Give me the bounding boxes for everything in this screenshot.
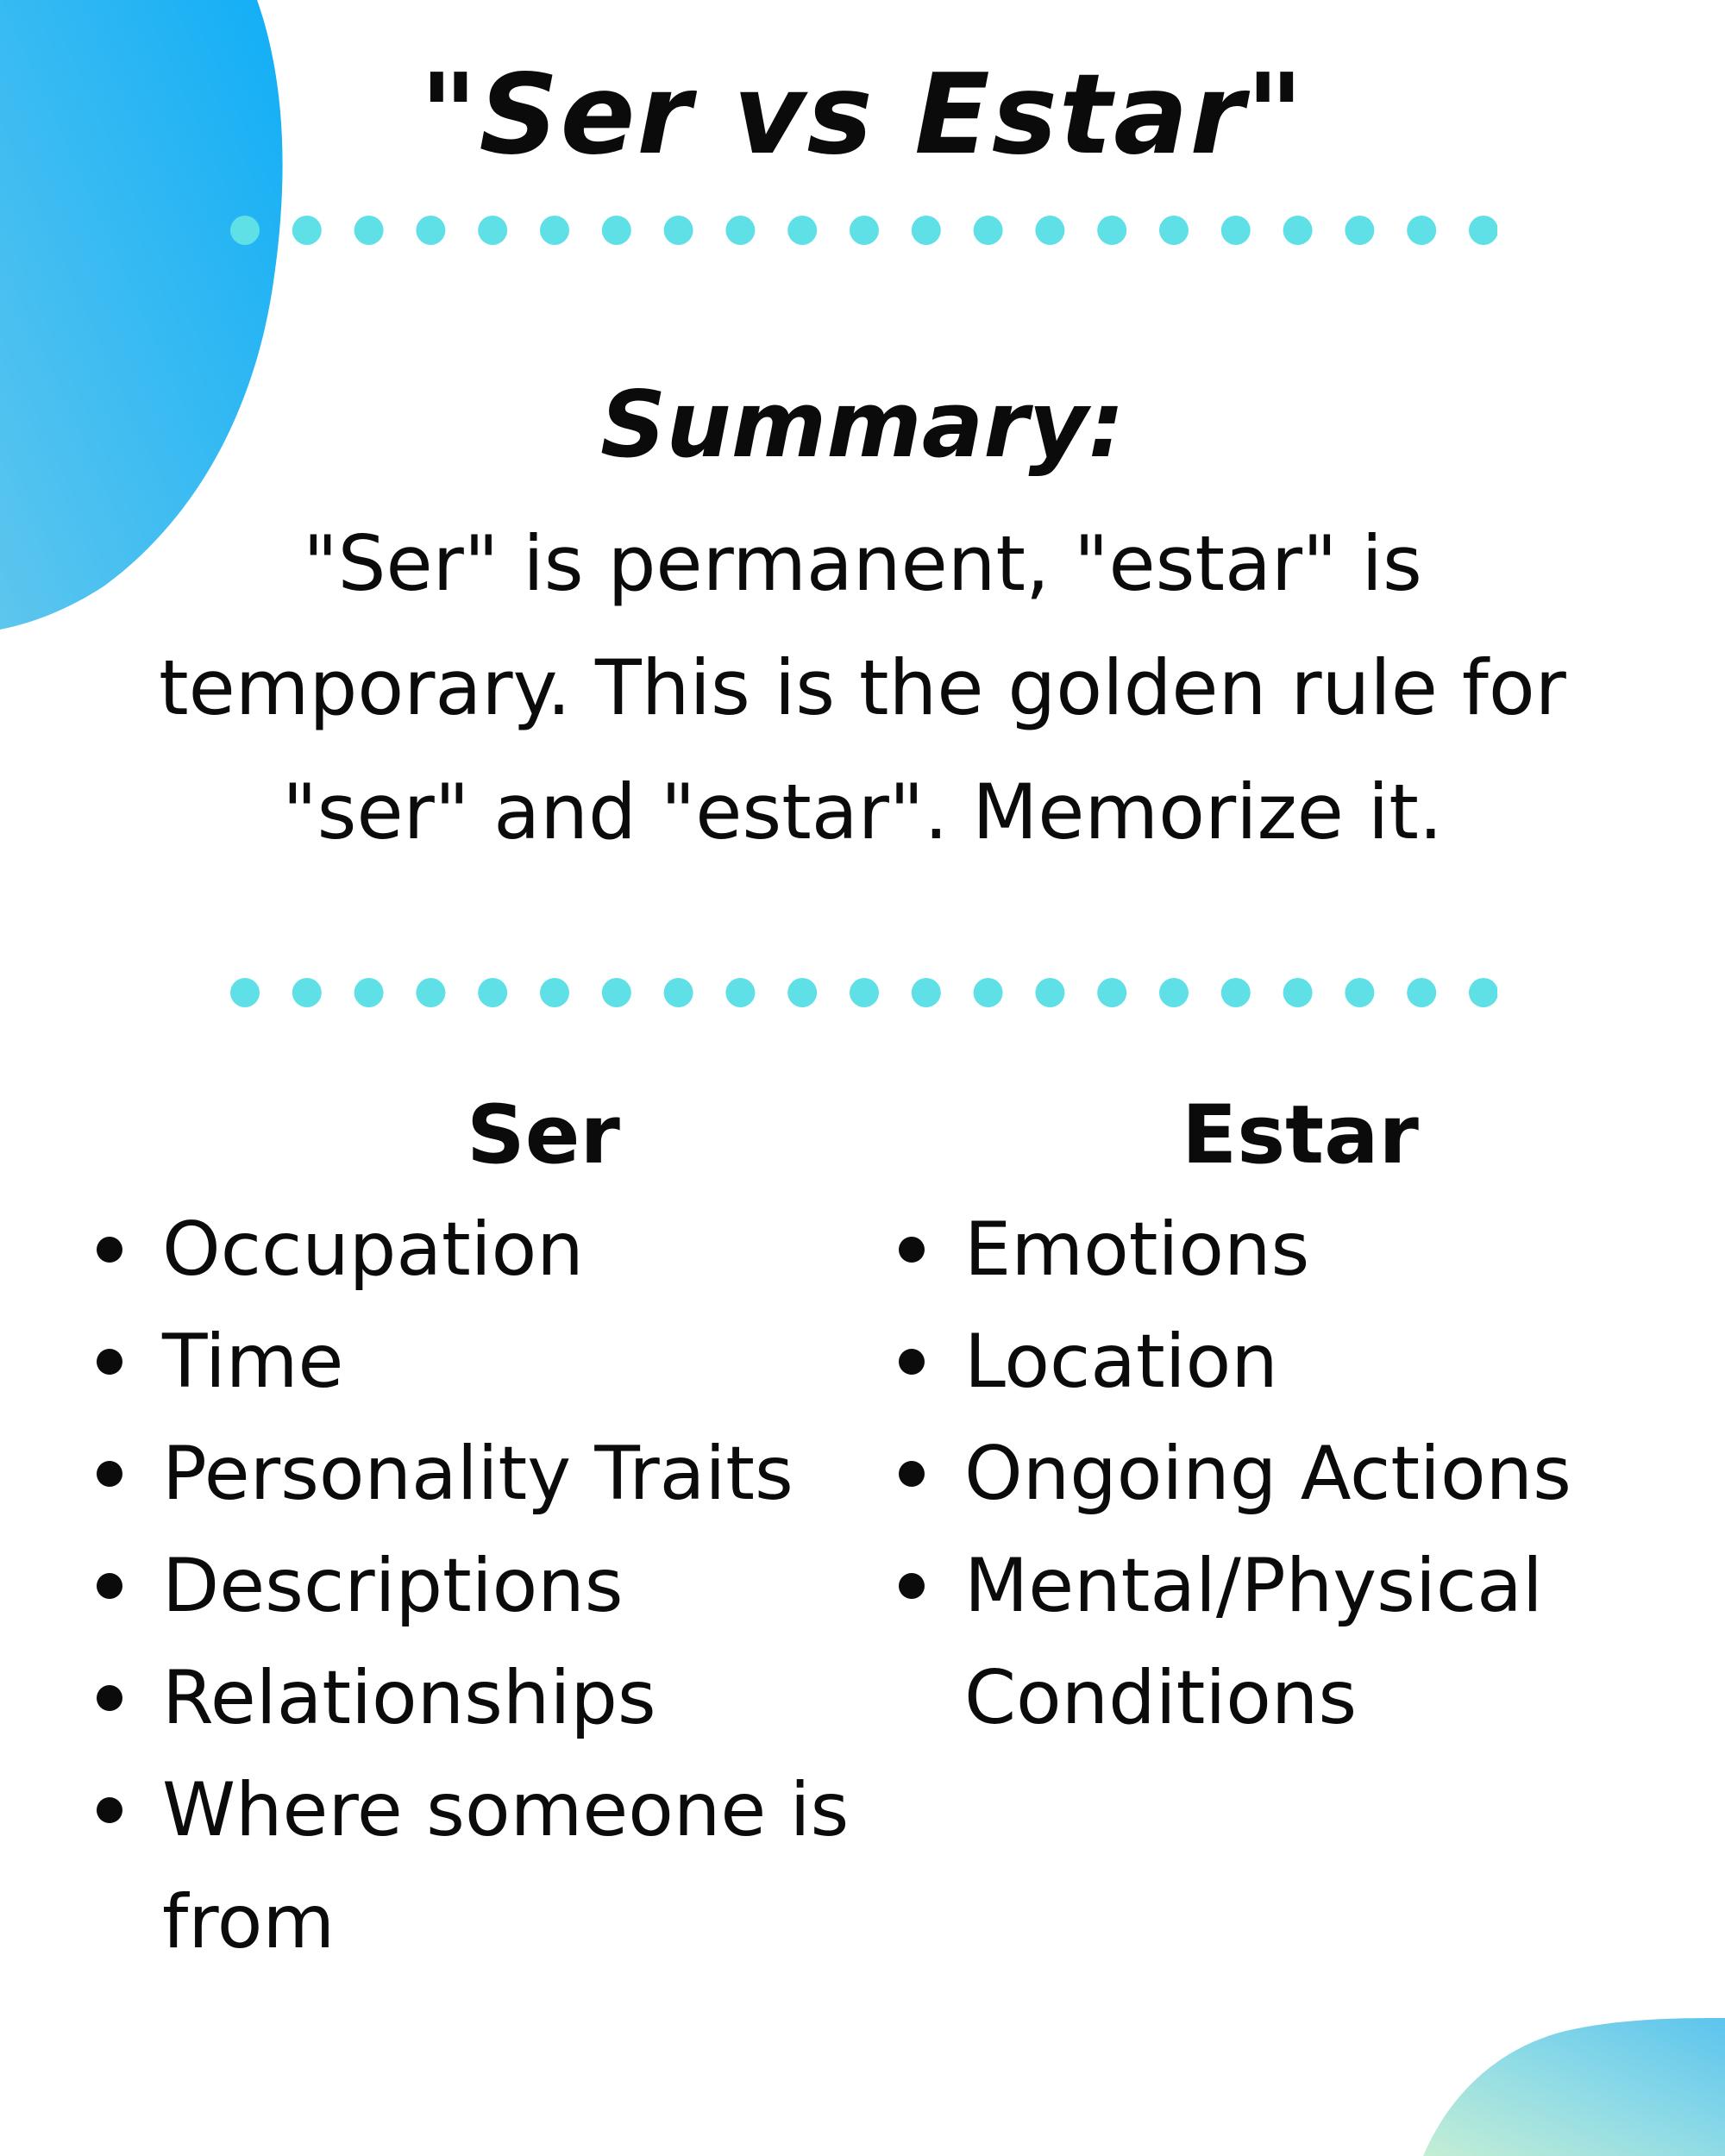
divider-dot — [1407, 978, 1436, 1007]
divider-dot — [1097, 978, 1126, 1007]
divider-dot — [1345, 216, 1374, 245]
list-item-label: Relationships — [162, 1655, 656, 1741]
list-item — [86, 1530, 914, 1642]
dotted-divider-bottom — [229, 975, 1497, 1010]
summary-text: "Ser" is permanent, "estar" is temporary. This is the golden rule for "ser" and "estar". Memorize it. — [159, 519, 1566, 856]
divider-dot — [478, 978, 507, 1007]
list-item — [86, 1194, 914, 1306]
divider-dot — [602, 216, 631, 245]
divider-dot — [416, 978, 445, 1007]
divider-dot — [850, 978, 879, 1007]
divider-dot — [1221, 978, 1251, 1007]
bullet-icon — [899, 1461, 925, 1487]
divider-dot — [1035, 216, 1064, 245]
estar-heading — [888, 1088, 1708, 1182]
divider-dot — [354, 978, 384, 1007]
divider-dot — [787, 978, 817, 1007]
list-item-label: Time — [162, 1319, 344, 1405]
list-item — [888, 1306, 1708, 1418]
page-title: "Ser vs Estar" — [419, 51, 1306, 179]
list-item-label: Location — [964, 1319, 1278, 1405]
estar-heading-label: Estar — [1182, 1088, 1419, 1182]
list-item — [86, 1642, 914, 1754]
divider-dot — [478, 216, 507, 245]
list-item-label: Mental/Physical Conditions — [964, 1543, 1543, 1741]
divider-dot — [850, 216, 879, 245]
divider-dot — [664, 978, 693, 1007]
estar-column — [888, 1088, 1708, 1754]
divider-dot — [1159, 216, 1189, 245]
divider-dot — [230, 216, 260, 245]
bullet-icon — [97, 1685, 122, 1711]
divider-dot — [1469, 216, 1497, 245]
divider-dot — [725, 216, 755, 245]
divider-dot — [1469, 978, 1497, 1007]
divider-dot — [664, 216, 693, 245]
divider-dot — [912, 216, 941, 245]
divider-dot — [1283, 978, 1313, 1007]
divider-dot — [1283, 216, 1313, 245]
divider-dot — [1345, 978, 1374, 1007]
list-item — [888, 1530, 1708, 1754]
ser-heading — [0, 1088, 914, 1182]
divider-dot — [787, 216, 817, 245]
estar-list — [888, 1194, 1708, 1754]
list-item — [86, 1754, 914, 1978]
list-item-label: Occupation — [162, 1206, 584, 1293]
divider-dot — [292, 978, 322, 1007]
list-item-label: Descriptions — [162, 1543, 624, 1629]
divider-dot — [912, 978, 941, 1007]
summary-heading: Summary: — [600, 372, 1125, 478]
divider-dot — [1221, 216, 1251, 245]
list-item-label: Emotions — [964, 1206, 1310, 1293]
decorative-blob-bottom-right — [1414, 1984, 1725, 2156]
bullet-icon — [899, 1573, 925, 1599]
list-item — [888, 1418, 1708, 1530]
list-item-label: Where someone is from — [162, 1767, 850, 1965]
divider-dot — [974, 978, 1003, 1007]
bullet-icon — [97, 1349, 122, 1375]
divider-dot — [1159, 978, 1189, 1007]
divider-dot — [1407, 216, 1436, 245]
bullet-icon — [899, 1237, 925, 1263]
bullet-icon — [97, 1237, 122, 1263]
list-item-label: Ongoing Actions — [964, 1431, 1571, 1517]
divider-dot — [540, 216, 569, 245]
list-item — [888, 1194, 1708, 1306]
divider-dot — [974, 216, 1003, 245]
ser-column — [86, 1088, 914, 1978]
divider-dot — [354, 216, 384, 245]
divider-dot — [292, 216, 322, 245]
divider-dot — [230, 978, 260, 1007]
divider-dot — [540, 978, 569, 1007]
bullet-icon — [97, 1461, 122, 1487]
divider-dot — [1097, 216, 1126, 245]
list-item — [86, 1306, 914, 1418]
divider-dot — [1035, 978, 1064, 1007]
ser-heading-label: Ser — [467, 1088, 620, 1182]
divider-dot — [416, 216, 445, 245]
divider-dot — [725, 978, 755, 1007]
list-item-label: Personality Traits — [162, 1431, 794, 1517]
bullet-icon — [97, 1573, 122, 1599]
ser-list — [86, 1194, 914, 1978]
dotted-divider-top — [229, 213, 1497, 248]
bullet-icon — [97, 1797, 122, 1823]
divider-dot — [602, 978, 631, 1007]
bullet-icon — [899, 1349, 925, 1375]
list-item — [86, 1418, 914, 1530]
